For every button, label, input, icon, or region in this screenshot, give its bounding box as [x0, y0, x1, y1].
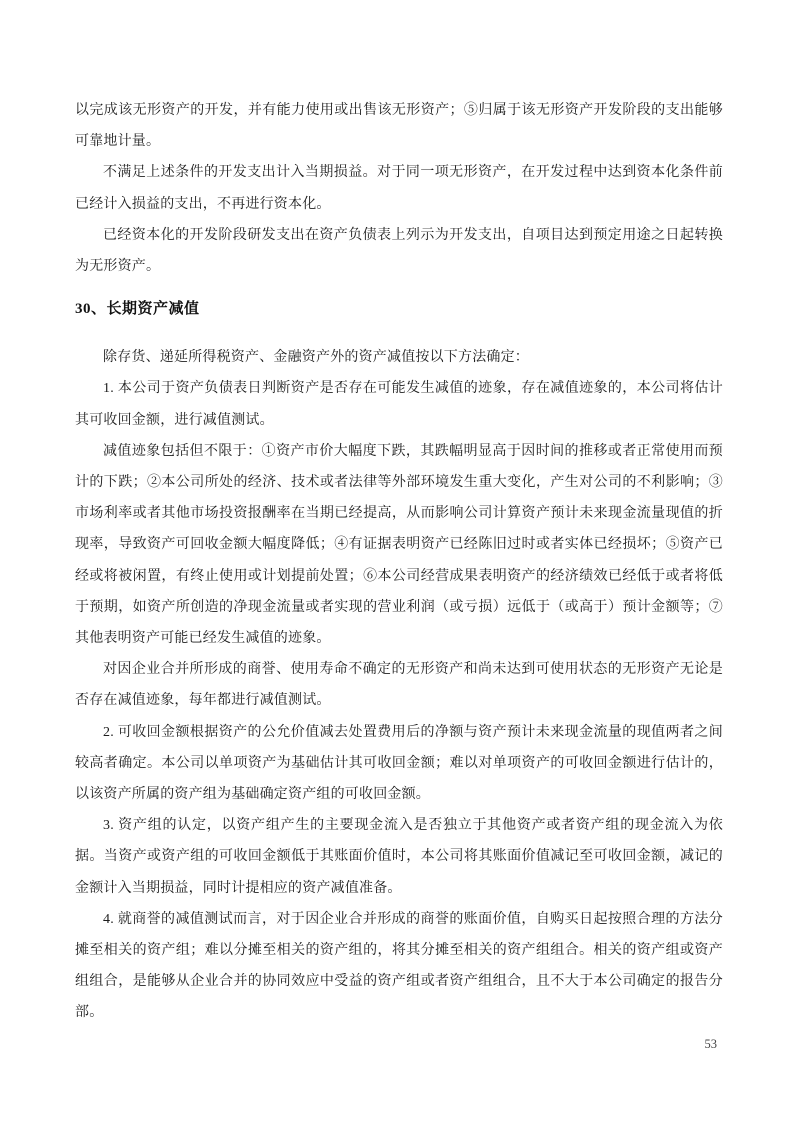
paragraph-impairment-scope: 除存货、递延所得税资产、金融资产外的资产减值按以下方法确定：	[103, 350, 529, 366]
paragraph-goodwill-annual-test: 对因企业合并所形成的商誉、使用寿命不确定的无形资产和尚未达到可使用状态的无形资产无论是否存在减值迹象，每年都进行减值测试。	[75, 662, 723, 709]
paragraph-impairment-item-2: 2. 可收回金额根据资产的公允价值减去处置费用后的净额与资产预计未来现金流量的现值两者之间较高者确定。本公司以单项资产为基础估计其可收回金额；难以对单项资产的可收回金额进行估计的，以该资产所属的资产组为基础确定资产组的可收回金额。	[75, 724, 723, 803]
paragraph-capitalized-rnd: 已经资本化的开发阶段研发支出在资产负债表上列示为开发支出，自项目达到预定用途之日起转换为无形资产。	[75, 227, 723, 275]
paragraph-development-expense: 不满足上述条件的开发支出计入当期损益。对于同一项无形资产，在开发过程中达到资本化条件前已经计入损益的支出，不再进行资本化。	[75, 165, 723, 212]
section-heading: 30、长期资产减值	[75, 301, 200, 318]
page-number: 53	[704, 1037, 717, 1051]
paragraph-impairment-item-4: 4. 就商誉的减值测试而言，对于因企业合并形成的商誉的账面价值，自购买日起按照合理的方法分摊至相关的资产组；难以分摊至相关的资产组的，将其分摊至相关的资产组组合。相关的资产组或资产组组合，是能够从企业合并的协同效应中受益的资产组或者资产组组合，且不大于本公司确定的报告分部。	[75, 911, 723, 1021]
paragraph-impairment-indicators: 减值迹象包括但不限于：①资产市价大幅度下跌，其跌幅明显高于因时间的推移或者正常使用而预计的下跌；②本公司所处的经济、技术或者法律等外部环境发生重大变化，产生对公司的不利影响；③市场利率或者其他市场投资报酬率在当期已经提高，从而影响公司计算资产预计未来现金流量现值的折现率，导致资产可回收金额大幅度降低；④有证据表明资产已经陈旧过时或者实体已经损坏；⑤资产已经或将被闲置，有终止使用或计划提前处置；⑥本公司经营成果表明资产的经济绩效已经低于或者将低于预期，如资产所创造的净现金流量或者实现的营业利润（或亏损）远低于（或高于）预计金额等；⑦其他表明资产可能已经发生减值的迹象。	[75, 443, 723, 647]
paragraph-impairment-item-1: 1. 本公司于资产负债表日判断资产是否存在可能发生减值的迹象，存在减值迹象的，本公司将估计其可收回金额，进行减值测试。	[75, 381, 723, 428]
page-content	[75, 95, 723, 1029]
paragraph-development-continuation: 以完成该无形资产的开发，并有能力使用或出售该无形资产；⑤归属于该无形资产开发阶段的支出能够可靠地计量。	[75, 103, 723, 150]
paragraph-impairment-item-3: 3. 资产组的认定，以资产组产生的主要现金流入是否独立于其他资产或者资产组的现金流入为依据。当资产或资产组的可收回金额低于其账面价值时，本公司将其账面价值减记至可收回金额，减记的金额计入当期损益，同时计提相应的资产减值准备。	[75, 818, 723, 896]
